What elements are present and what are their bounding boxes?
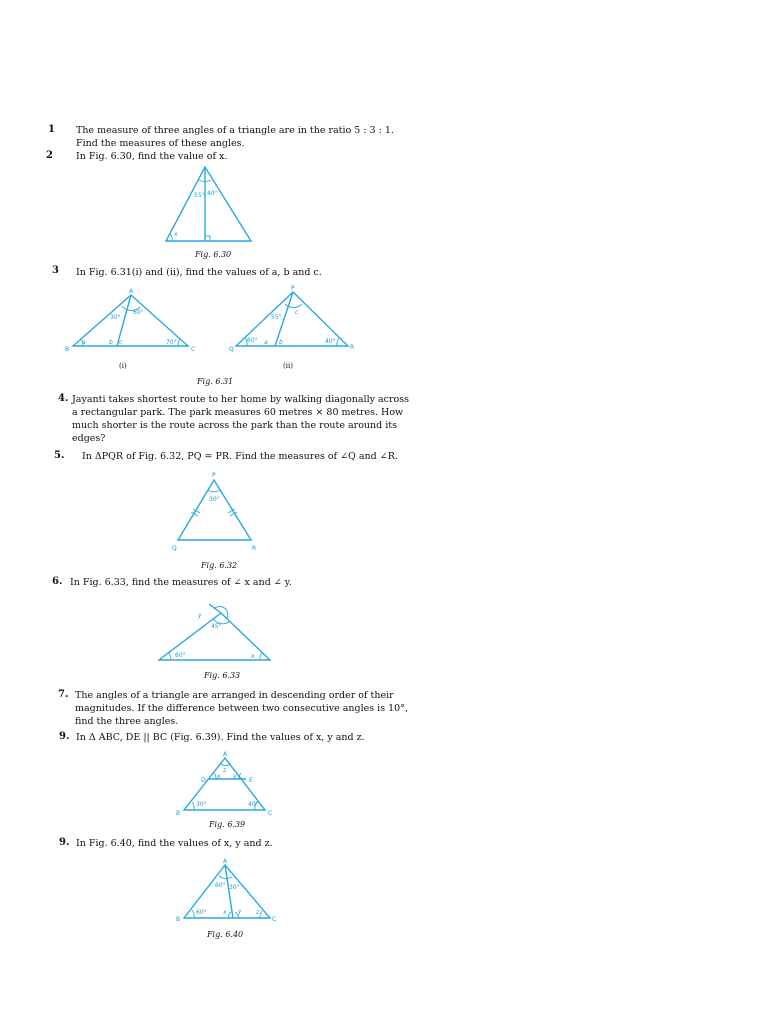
fig640-c-arc <box>260 911 262 918</box>
fig640-label-y: y <box>238 908 242 915</box>
fig631ii-label-b: b <box>279 339 283 346</box>
fig631i-label-a: a <box>82 339 86 346</box>
fig639-label-B: B <box>176 810 181 817</box>
fig639-label-E: E <box>249 777 253 784</box>
fig631i-label-A: A <box>129 288 134 295</box>
question-1-number: 1 <box>48 124 55 135</box>
fig639-label-C: C <box>268 810 273 817</box>
fig639-label-A: A <box>223 751 228 758</box>
fig631ii-angle-60: 60° <box>247 337 258 344</box>
fig640-label-x: x <box>223 909 227 916</box>
question-1-line-1: The measure of three angles of a triangle are in the ratio 5 : 3 : 1. <box>76 125 394 136</box>
fig640-angle-30: 30° <box>229 884 240 891</box>
fig639-label-z: z <box>223 767 227 774</box>
fig639-angle-40: 40° <box>248 801 259 808</box>
fig639-angle-30: 30° <box>196 801 207 808</box>
fig640-label-B: B <box>176 916 181 923</box>
fig631-caption: Fig. 6.31 <box>197 377 234 386</box>
question-8-text: In Δ ABC, DE || BC (Fig. 6.39). Find the values of x, y and z. <box>76 732 365 743</box>
fig633-angle-45: 45° <box>211 623 222 630</box>
fig640-angle-60-top: 60° <box>215 882 226 889</box>
fig640-label-C: C <box>272 916 277 923</box>
fig631i-angle-60: 60° <box>133 309 144 316</box>
question-2-number: 2 <box>46 150 53 161</box>
fig632-label-P: P <box>212 472 216 479</box>
fig633-label-x: x <box>251 653 255 660</box>
fig631-part-i-label: (i) <box>119 362 127 370</box>
question-2-text: In Fig. 6.30, find the value of x. <box>76 151 228 162</box>
fig631-part-ii-label: (ii) <box>283 362 293 370</box>
fig631i-angle-70: 70° <box>166 339 177 346</box>
fig632-angle-30: 30° <box>209 496 220 503</box>
fig640-label-z: z <box>256 909 260 916</box>
fig640-apex-arc <box>219 876 232 878</box>
fig631ii-label-a: a <box>264 339 268 346</box>
fig632-label-R: R <box>252 545 257 552</box>
fig633-angle-60: 60° <box>175 652 186 659</box>
question-7-line-2: magnitudes. If the difference between two consecutive angles is 10°, <box>75 703 408 714</box>
question-4-line-1: Jayanti takes shortest route to her home by walking diagonally across <box>72 394 409 405</box>
question-7-line-3: find the three angles. <box>75 716 179 727</box>
question-4-number: 4. <box>58 393 69 404</box>
fig640-x-arc <box>229 912 231 918</box>
fig633-caption: Fig. 6.33 <box>204 671 241 680</box>
question-7-number: 7. <box>58 689 69 700</box>
fig631ii-label-Q: Q <box>229 346 234 353</box>
fig631i-label-B: B <box>65 346 70 353</box>
question-6-number: 6. <box>52 576 63 587</box>
question-4-line-2: a rectangular park. The park measures 60 metres × 80 metres. How <box>72 407 404 418</box>
fig631i-label-b: b <box>109 339 113 346</box>
question-4-line-4: edges? <box>72 433 106 444</box>
fig639-label-D: D <box>201 777 206 784</box>
fig632-label-Q: Q <box>172 545 177 552</box>
question-7-line-1: The angles of a triangle are arranged in descending order of their <box>75 690 394 701</box>
fig631i-label-C: C <box>191 346 196 353</box>
fig639-caption: Fig. 6.39 <box>209 820 246 829</box>
question-5-text: In ΔPQR of Fig. 6.32, PQ = PR. Find the measures of ∠Q and ∠R. <box>82 451 398 462</box>
fig640-label-A: A <box>223 858 228 865</box>
question-9-text: In Fig. 6.40, find the values of x, y and z. <box>76 838 273 849</box>
fig630-caption: Fig. 6.30 <box>195 250 232 259</box>
fig640-b-arc <box>192 910 194 918</box>
fig632-caption: Fig. 6.32 <box>201 561 238 570</box>
question-1-line-2: Find the measures of these angles. <box>76 138 245 149</box>
fig631i-label-c: c <box>119 339 123 346</box>
fig630-angle-40: 40° <box>207 190 218 197</box>
fig640-angle-60: 60° <box>196 909 207 916</box>
fig631ii-angle-55: 55° <box>271 314 282 321</box>
fig631i-angle-30: 30° <box>110 314 121 321</box>
question-3-text: In Fig. 6.31(i) and (ii), find the values of a, b and c. <box>76 267 322 278</box>
question-8-number: 9. <box>59 731 70 742</box>
fig630-label-x: x <box>174 231 178 238</box>
question-5-number: 5. <box>54 450 65 461</box>
fig633-label-y: y <box>198 612 202 619</box>
fig639-label-x: x <box>217 773 221 780</box>
fig631ii-label-R: R <box>350 344 355 351</box>
question-6-text: In Fig. 6.33, find the measures of ∠ x and ∠ y. <box>70 577 292 588</box>
fig631ii-angle-40: 40° <box>325 338 336 345</box>
fig640-caption: Fig. 6.40 <box>207 930 244 939</box>
fig630-angle-55: 55° <box>194 192 205 199</box>
fig639-label-y: y <box>233 773 237 780</box>
question-9-number: 9. <box>59 837 70 848</box>
question-3-number: 3 <box>52 265 59 276</box>
fig631ii-label-c: c <box>295 309 299 316</box>
question-4-line-3: much shorter is the route across the park than the route around its <box>72 420 397 431</box>
fig631ii-label-P: P <box>291 285 295 292</box>
